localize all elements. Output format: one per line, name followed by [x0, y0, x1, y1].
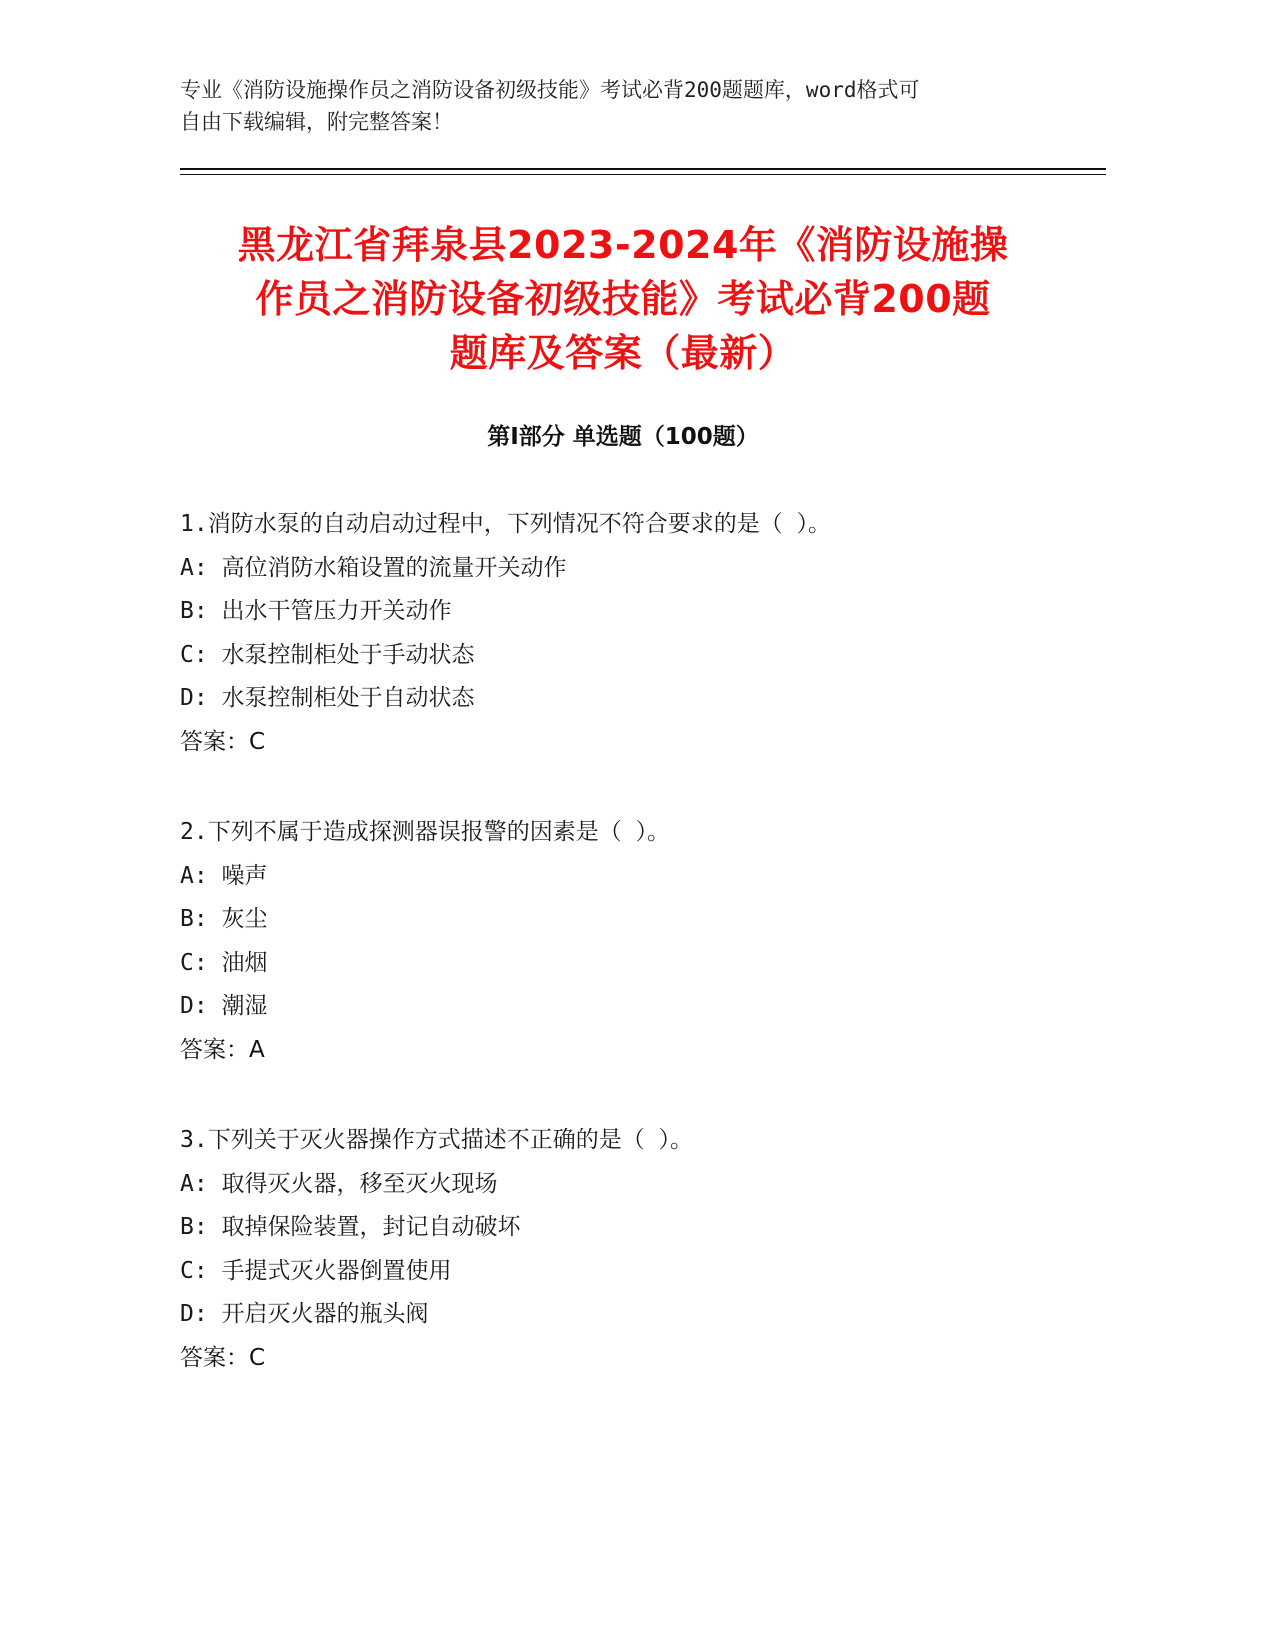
option-a: A: 取得灭火器，移至灭火现场: [180, 1170, 498, 1197]
question-3: [180, 1119, 1080, 1380]
answer: 答案：C: [180, 728, 266, 755]
header-divider-thin: [180, 174, 1106, 175]
question-stem: 3.下列关于灭火器操作方式描述不正确的是（ ）。: [180, 1127, 694, 1153]
header-note-line-2: 自由下载编辑，附完整答案！: [180, 110, 453, 134]
option-b: B: 出水干管压力开关动作: [180, 598, 452, 624]
question-stem: 1.消防水泵的自动启动过程中，下列情况不符合要求的是（ ）。: [180, 511, 832, 537]
option-b: B: 灰尘: [180, 906, 268, 932]
answer: 答案：A: [180, 1036, 265, 1063]
header-note-line-1: 专业《消防设施操作员之消防设备初级技能》考试必背200题题库，word格式可: [180, 78, 920, 102]
document-title-line-2: 作员之消防设备初级技能》考试必背200题: [255, 277, 991, 321]
option-c: C: 水泵控制柜处于手动状态: [180, 641, 475, 668]
header-note: [180, 74, 1060, 138]
question-2: [180, 811, 1080, 1072]
option-c: C: 手提式灭火器倒置使用: [180, 1257, 452, 1284]
option-d: D: 潮湿: [180, 993, 268, 1019]
option-a: A: 高位消防水箱设置的流量开关动作: [180, 554, 567, 581]
option-d: D: 开启灭火器的瓶头阀: [180, 1301, 429, 1327]
option-c: C: 油烟: [180, 949, 268, 976]
document-title-line-3: 题库及答案（最新）: [449, 331, 797, 375]
question-list: [180, 503, 1080, 1427]
question-1: [180, 503, 1080, 764]
section-title: 第Ⅰ部分 单选题（100题）: [487, 424, 759, 450]
option-d: D: 水泵控制柜处于自动状态: [180, 685, 475, 711]
question-stem: 2.下列不属于造成探测器误报警的因素是（ ）。: [180, 819, 671, 845]
option-a: A: 噪声: [180, 862, 268, 889]
header-divider-thick: [180, 168, 1106, 170]
document-title: [180, 218, 1066, 380]
document-title-line-1: 黑龙江省拜泉县2023-2024年《消防设施操: [237, 223, 1009, 267]
option-b: B: 取掉保险装置，封记自动破坏: [180, 1214, 521, 1240]
answer: 答案：C: [180, 1344, 266, 1371]
